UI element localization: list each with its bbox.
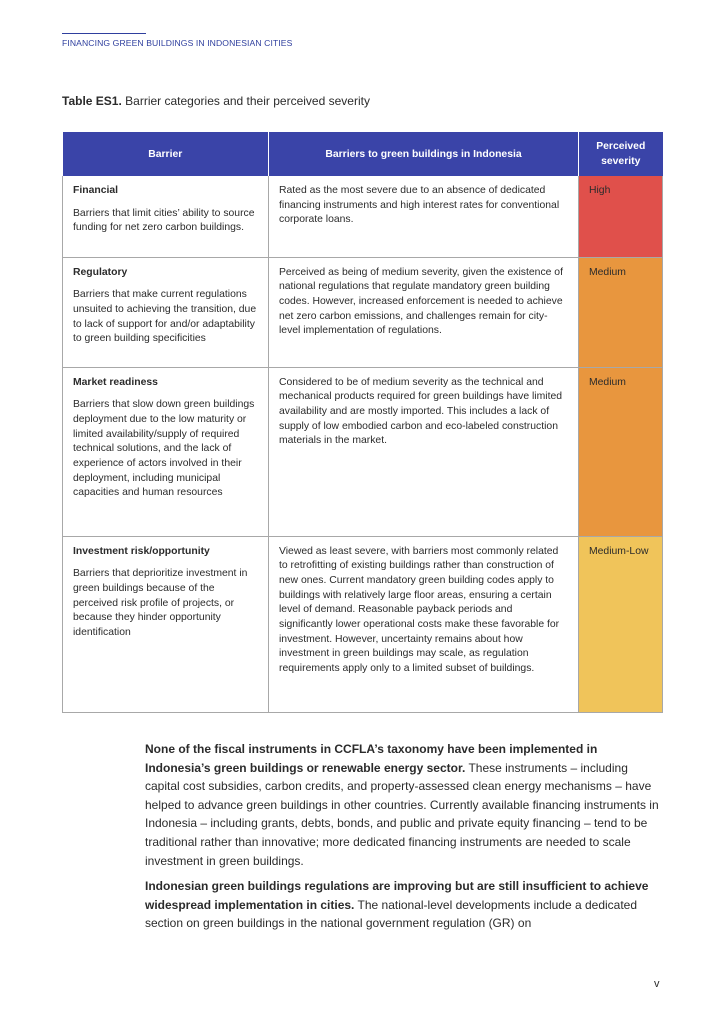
category-title: Market readiness	[73, 376, 158, 388]
paragraph-body: These instruments – including capital cost subsidies, carbon credits, and property-assessed clean energy mechanisms – have helped to advance green buildings in other countries. Currently available financing instruments in Indonesia – including grants, debts, bonds, and public and private equity financing – tend to be traditional rather than innovative; more dedicated financing instruments are needed to scale investment in green buildings.	[145, 760, 659, 868]
barrier-table	[62, 132, 663, 713]
paragraph-lead-bold: None of the fiscal instruments in CCFLA’s taxonomy have been implemented in Indonesia’s green buildings or renewable energy sector.	[145, 742, 598, 775]
severity-cell-high: High	[579, 176, 663, 257]
severity-cell-medium: Medium	[579, 257, 663, 367]
column-header-barriers-indonesia: Barriers to green buildings in Indonesia	[269, 132, 579, 176]
category-title: Financial	[73, 185, 119, 196]
detail-cell: Rated as the most severe due to an absence of dedicated financing instruments and high interest rates for conventional corporate loans.	[269, 176, 579, 257]
category-description: Barriers that make current regulations unsuited to achieving the transition, due to lack of support for and/or adaptability to green building specificities	[73, 289, 257, 345]
category-title: Investment risk/opportunity	[73, 545, 210, 557]
detail-cell: Considered to be of medium severity as the technical and mechanical products required for green buildings have limited availability and are mostly imported. This includes a lack of supply of low embodied carbon and eco-labeled construction materials in the market.	[269, 367, 579, 536]
paragraph-lead-bold: Indonesian green buildings regulations are improving but are still insufficient to achieve widespread implementation in cities.	[145, 879, 649, 912]
column-header-barrier: Barrier	[63, 132, 269, 176]
table-row-financial	[63, 176, 663, 257]
paragraph-body: The national-level developments include a dedicated section on green buildings in the national government regulation (GR) on	[145, 897, 638, 931]
table-header-row	[63, 132, 663, 176]
severity-cell-medium-low: Medium-Low	[579, 536, 663, 712]
table-row-investment-risk	[63, 536, 663, 712]
category-description: Barriers that slow down green buildings deployment due to the low maturity or limited availability/supply of required technical solutions, and the lack of experience of actors involved in their deployment, including municipal capacities and human resources	[73, 399, 255, 499]
table-row-regulatory	[63, 257, 663, 367]
column-header-severity: Perceived severity	[579, 132, 663, 176]
detail-cell: Viewed as least severe, with barriers most commonly related to retrofitting of existing buildings rather than construction of new ones. Current mandatory green building codes apply to buildings with relatively large floor areas, ensuring a certain level of demand. Reasonable payback periods and significantly lower operational costs make these favorable for investment. However, uncertainty remains about how investment in green buildings may scale, as regulation requirements apply only to a limited subset of buildings.	[269, 536, 579, 712]
category-description: Barriers that deprioritize investment in green buildings because of the perceived risk profile of projects, or because they hinder opportunity identification	[73, 568, 248, 639]
page-number: v	[654, 978, 660, 990]
barrier-cell	[63, 257, 269, 367]
table-caption-text: Barrier categories and their perceived severity	[125, 94, 370, 108]
barrier-cell	[63, 536, 269, 712]
barrier-cell	[63, 367, 269, 536]
table-caption	[62, 94, 370, 108]
running-header: FINANCING GREEN BUILDINGS IN INDONESIAN CITIES	[62, 38, 293, 48]
table-row-market-readiness	[63, 367, 663, 536]
detail-cell: Perceived as being of medium severity, given the existence of national regulations that regulate mandatory green building codes. However, increased enforcement is needed to achieve net zero carbon emissions, and challenges remain for city-level implementation of regulations.	[269, 257, 579, 367]
barrier-cell	[63, 176, 269, 257]
category-description: Barriers that limit cities’ ability to source funding for net zero carbon buildings.	[73, 207, 255, 234]
paragraph-fiscal-instruments	[145, 740, 665, 870]
header-rule	[62, 33, 146, 34]
severity-cell-medium: Medium	[579, 367, 663, 536]
paragraph-regulations	[145, 877, 665, 933]
table-caption-label: Table ES1.	[62, 94, 122, 108]
category-title: Regulatory	[73, 266, 128, 278]
